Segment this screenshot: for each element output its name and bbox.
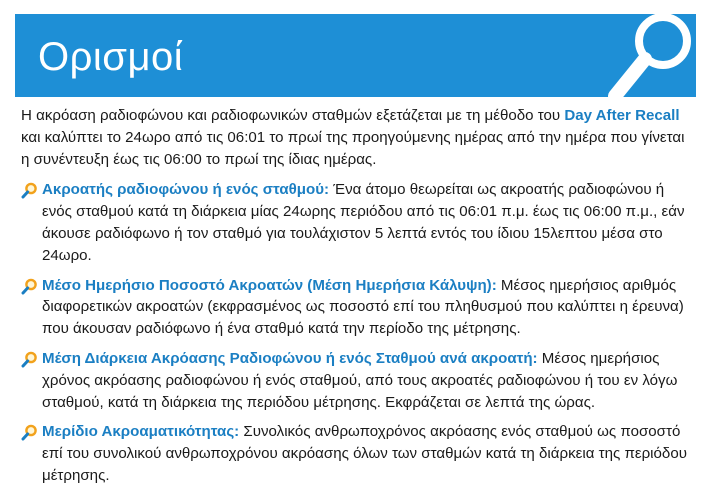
definition-term: Μερίδιο Ακροαματικότητας: <box>42 423 240 441</box>
magnifier-icon <box>601 14 696 97</box>
definition-term: Μέση Διάρκεια Ακρόασης Ραδιοφώνου ή ενός Σταθμού ανά ακροατή: <box>42 349 538 367</box>
definition-term: Ακροατής ραδιοφώνου ή ενός σταθμού: <box>42 181 330 199</box>
definition-text: Μέσος ημερήσιος αριθμός διαφορετικών ακροατών (εκφρασμένος ως ποσοστό επί του πληθυσμού που καλύπτει η έρευνα) που άκουσαν ραδιόφωνο ή ένα σταθμό κατά την περίοδο της μέτρησης. <box>42 276 684 338</box>
definition-text: Συνολικός ανθρωποχρόνος ακρόασης ενός σταθμού ως ποσοστό επί του συνολικού ανθρωποχρόνου ακρόασης όλων των σταθμών κατά τη διάρκεια της περιόδου μέτρησης. <box>42 423 687 484</box>
bullet-magnifier-icon <box>21 351 38 368</box>
intro-method: Day After Recall <box>564 107 680 124</box>
definition-term: Μέσο Ημερήσιο Ποσοστό Ακροατών (Μέση Ημερήσια Κάλυψη): <box>42 276 497 294</box>
intro-text-before: Η ακρόαση ραδιοφώνου και ραδιοφωνικών σταθμών εξετάζεται με τη μέθοδο του <box>21 107 565 124</box>
definitions-content <box>21 105 691 495</box>
page-title: Ορισμοί <box>38 35 184 79</box>
bullet-magnifier-icon <box>21 278 38 295</box>
definition-text: Ένα άτομο θεωρείται ως ακροατής ραδιοφώνου ή ενός σταθμού κατά τη διάρκεια μίας 24ωρης περιόδου από τις 06:01 π.μ. έως τις 06:00 π.μ., εάν άκουσε ραδιόφωνο ή τον σταθμό για τουλάχιστον 5 λεπτά εντός του ίδιου 15λεπτου μέσα στο 24ωρο. <box>42 181 685 264</box>
header-banner <box>15 14 696 97</box>
intro-text-after: και καλύπτει το 24ωρο από τις 06:01 το πρωί της προηγούμενης ημέρας από την ημέρα που γίνεται η συνέντευξη έως τις 06:00 το πρωί της ίδιας ημέρας. <box>21 128 685 168</box>
definition-item <box>21 275 691 340</box>
definition-item <box>21 421 691 486</box>
definition-item <box>21 348 691 413</box>
definition-item <box>21 179 691 266</box>
definition-text: Μέσος ημερήσιος χρόνος ακρόασης ραδιοφώνου ή ενός σταθμού, από τους ακροατές ραδιοφώνου ή του εν λόγω σταθμού, κατά τη διάρκεια της περιόδου μέτρησης. Εκφράζεται σε λεπτά της ώρας. <box>42 349 678 411</box>
bullet-magnifier-icon <box>21 424 38 441</box>
intro-paragraph <box>21 105 691 170</box>
bullet-magnifier-icon <box>21 182 38 199</box>
